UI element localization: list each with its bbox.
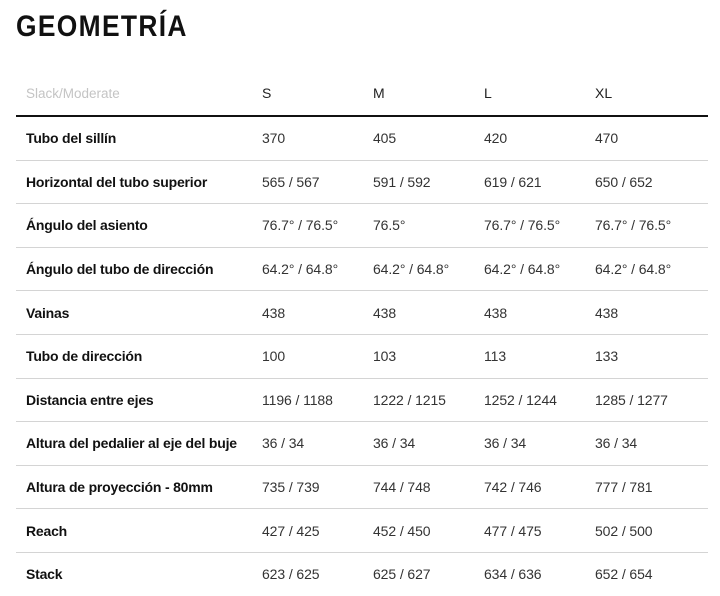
table-row [16, 465, 708, 509]
row-label: Vainas [16, 291, 262, 335]
mode-label: Slack/Moderate [16, 71, 262, 116]
cell-value-xl: 36 / 34 [595, 422, 708, 466]
cell-value-s: 100 [262, 334, 373, 378]
cell-value-l: 113 [484, 334, 595, 378]
row-label: Ángulo del tubo de dirección [16, 247, 262, 291]
cell-value-m: 438 [373, 291, 484, 335]
cell-value-m: 64.2° / 64.8° [373, 247, 484, 291]
cell-value-l: 634 / 636 [484, 566, 542, 583]
cell-value-xl: 64.2° / 64.8° [595, 247, 708, 291]
size-header-xl: XL [595, 71, 708, 116]
cell-value-s: 438 [262, 291, 373, 335]
table-row [16, 291, 708, 335]
cell-value-xl: 650 / 652 [595, 160, 708, 204]
cell-value-xl: 438 [595, 291, 708, 335]
cell-value-s: 735 / 739 [262, 465, 373, 509]
cell-value-l: 1252 / 1244 [484, 378, 595, 422]
cell-value-s: 427 / 425 [262, 509, 373, 553]
table-body [16, 116, 708, 596]
cell-value-m: 36 / 34 [373, 422, 484, 466]
row-label: Altura de proyección - 80mm [16, 465, 262, 509]
cell-value-l: 619 / 621 [484, 160, 595, 204]
cell-value-l: 64.2° / 64.8° [484, 247, 595, 291]
row-label: Reach [16, 509, 262, 553]
cell-value-l: 76.7° / 76.5° [484, 204, 595, 248]
cell-value-s: 76.7° / 76.5° [262, 204, 373, 248]
table-row [16, 116, 708, 160]
row-label: Tubo de dirección [16, 334, 262, 378]
cell-value-xl: 76.7° / 76.5° [595, 204, 708, 248]
size-header-l: L [484, 71, 595, 116]
size-header-s: S [262, 71, 373, 116]
cell-value-m: 103 [373, 334, 484, 378]
cell-value-m: 744 / 748 [373, 465, 484, 509]
cell-value-xl: 470 [595, 116, 708, 160]
cell-value-xl: 502 / 500 [595, 509, 708, 553]
cell-value-l: 438 [484, 291, 595, 335]
row-label: Horizontal del tubo superior [16, 160, 262, 204]
cell-value-l: 742 / 746 [484, 465, 595, 509]
cell-value-s: 565 / 567 [262, 160, 373, 204]
row-label: Tubo del sillín [16, 116, 262, 160]
cell-value-xl: 1285 / 1277 [595, 378, 708, 422]
cell-value-s: 64.2° / 64.8° [262, 247, 373, 291]
cell-value-s: 1196 / 1188 [262, 378, 373, 422]
row-label: Ángulo del asiento [16, 204, 262, 248]
cell-value-m: 76.5° [373, 204, 484, 248]
cell-value-m: 625 / 627 [373, 566, 431, 583]
cell-value-l: 477 / 475 [484, 509, 595, 553]
row-label: Altura del pedalier al eje del buje [16, 422, 262, 466]
page-title: GEOMETRÍA [16, 10, 188, 43]
table-row [16, 552, 708, 595]
cell-value-xl: 777 / 781 [595, 465, 708, 509]
table-row [16, 247, 708, 291]
geometry-table [16, 71, 708, 596]
header-row [16, 71, 708, 116]
cell-value-m: 1222 / 1215 [373, 378, 484, 422]
cell-value-l: 36 / 34 [484, 422, 595, 466]
cell-value-s: 36 / 34 [262, 422, 373, 466]
table-row [16, 160, 708, 204]
cell-value-m: 405 [373, 116, 484, 160]
table-row [16, 509, 708, 553]
table-row [16, 334, 708, 378]
cell-value-s: 370 [262, 116, 373, 160]
cell-value-m: 452 / 450 [373, 509, 484, 553]
row-label: Stack [26, 566, 63, 583]
cell-value-l: 420 [484, 116, 595, 160]
cell-value-s: 623 / 625 [262, 566, 320, 583]
cell-value-xl: 133 [595, 334, 708, 378]
table-row [16, 422, 708, 466]
size-header-m: M [373, 71, 484, 116]
table-row [16, 204, 708, 248]
cell-value-xl: 652 / 654 [595, 566, 653, 583]
cell-value-m: 591 / 592 [373, 160, 484, 204]
table-row [16, 378, 708, 422]
row-label: Distancia entre ejes [16, 378, 262, 422]
